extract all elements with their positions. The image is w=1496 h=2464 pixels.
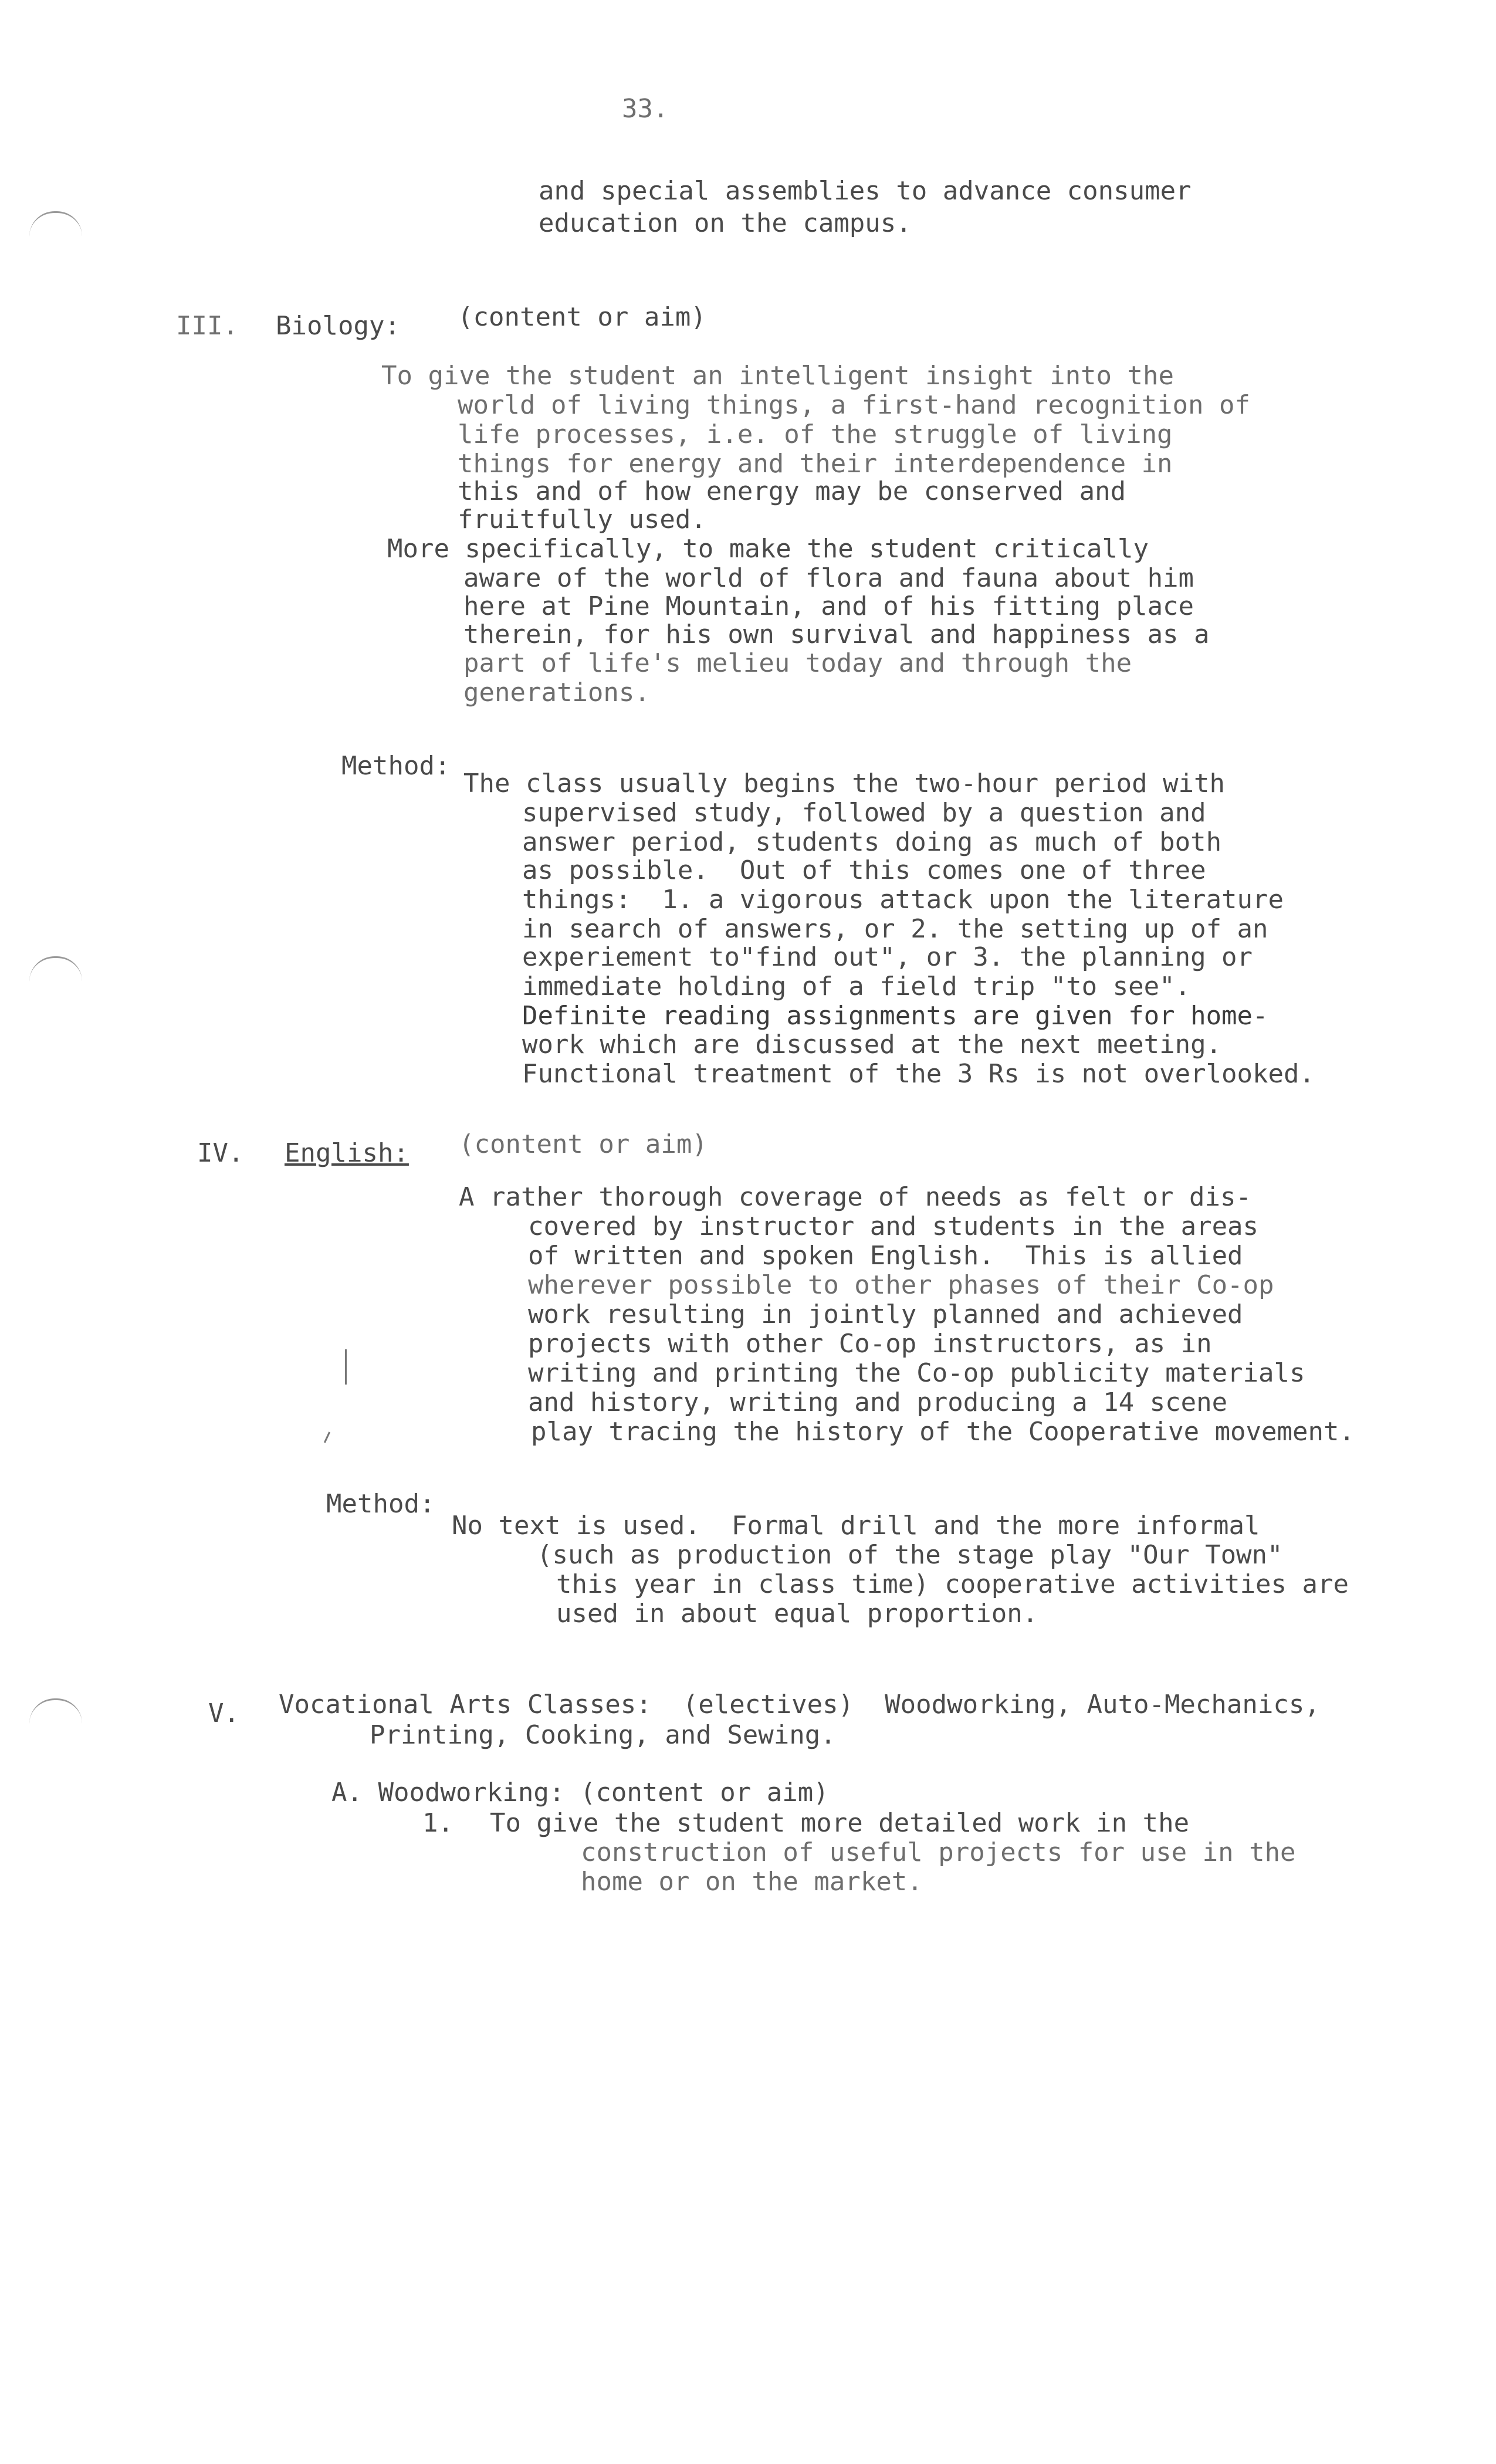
section-title-continued: Printing, Cooking, and Sewing. bbox=[370, 1720, 836, 1750]
paragraph-line: work resulting in jointly planned and achieved bbox=[528, 1299, 1243, 1329]
method-line: answer period, students doing as much of both bbox=[522, 827, 1222, 857]
section-number: III. bbox=[176, 311, 238, 341]
method-line: work which are discussed at the next meeting. bbox=[522, 1030, 1222, 1060]
list-item-line: home or on the market. bbox=[581, 1867, 923, 1897]
section-subtitle: (content or aim) bbox=[459, 1129, 708, 1159]
method-line: used in about equal proportion. bbox=[556, 1599, 1038, 1629]
section-subtitle: (content or aim) bbox=[458, 302, 706, 332]
list-item-line: To give the student more detailed work in the bbox=[490, 1808, 1190, 1838]
method-line: No text is used. Formal drill and the more informal bbox=[452, 1511, 1260, 1541]
method-line: immediate holding of a field trip "to see". bbox=[522, 972, 1191, 1001]
paragraph-line: covered by instructor and students in the areas bbox=[528, 1211, 1259, 1241]
paragraph-line: things for energy and their interdependence in bbox=[458, 449, 1173, 479]
paragraph-line: To give the student an intelligent insight into the bbox=[381, 361, 1175, 391]
list-item-number: 1. bbox=[422, 1808, 453, 1838]
section-number: IV. bbox=[197, 1138, 244, 1168]
method-line: (such as production of the stage play "Our Town" bbox=[537, 1540, 1283, 1570]
paragraph-line: play tracing the history of the Cooperative movement. bbox=[531, 1417, 1355, 1447]
method-line: Definite reading assignments are given for home- bbox=[522, 1001, 1268, 1031]
punch-hole-mark-middle bbox=[29, 956, 82, 981]
paragraph-line: world of living things, a first-hand recognition of bbox=[458, 390, 1251, 420]
paragraph-line: More specifically, to make the student critically bbox=[387, 534, 1149, 564]
paragraph-line: this and of how energy may be conserved and bbox=[458, 476, 1126, 506]
page-number: 33. bbox=[622, 94, 669, 124]
margin-pen-mark bbox=[345, 1349, 347, 1385]
paragraph-line: generations. bbox=[463, 678, 650, 708]
paragraph-line: life processes, i.e. of the struggle of living bbox=[458, 419, 1173, 449]
section-title: Biology: bbox=[276, 311, 400, 341]
paragraph-line: projects with other Co-op instructors, as in bbox=[528, 1329, 1212, 1359]
paragraph-line: therein, for his own survival and happiness as a bbox=[463, 620, 1210, 649]
intro-line: and special assemblies to advance consumer bbox=[539, 176, 1192, 206]
paragraph-line: wherever possible to other phases of their Co-op bbox=[528, 1270, 1274, 1300]
method-label: Method: bbox=[326, 1489, 435, 1519]
method-label: Method: bbox=[341, 751, 451, 781]
method-line: The class usually begins the two-hour period with bbox=[463, 769, 1226, 798]
paragraph-line: writing and printing the Co-op publicity materials bbox=[528, 1358, 1305, 1388]
punch-hole-mark-top bbox=[29, 211, 82, 236]
paragraph-line: of written and spoken English. This is allied bbox=[528, 1241, 1243, 1271]
method-line: things: 1. a vigorous attack upon the literature bbox=[522, 885, 1284, 915]
sub-heading: A. Woodworking: (content or aim) bbox=[331, 1778, 829, 1808]
paragraph-line: part of life's melieu today and through the bbox=[463, 648, 1132, 678]
method-line: in search of answers, or 2. the setting up of an bbox=[522, 914, 1268, 944]
method-line: as possible. Out of this comes one of three bbox=[522, 855, 1206, 885]
section-title: English: bbox=[285, 1138, 409, 1168]
method-line: experiement to"find out", or 3. the planning or bbox=[522, 942, 1253, 972]
punch-hole-mark-bottom bbox=[29, 1698, 82, 1724]
section-number: V. bbox=[208, 1698, 239, 1728]
paragraph-line: fruitfully used. bbox=[458, 505, 706, 534]
paragraph-line: and history, writing and producing a 14 scene bbox=[528, 1387, 1228, 1417]
intro-line: education on the campus. bbox=[539, 208, 912, 238]
paragraph-line: here at Pine Mountain, and of his fitting place bbox=[463, 591, 1194, 621]
list-item-line: construction of useful projects for use in the bbox=[581, 1837, 1296, 1867]
section-title: Vocational Arts Classes: (electives) Woodworking, Auto-Mechanics, bbox=[279, 1690, 1320, 1720]
margin-pen-tick bbox=[324, 1431, 330, 1443]
paragraph-line: aware of the world of flora and fauna about him bbox=[463, 563, 1194, 593]
method-line: this year in class time) cooperative activities are bbox=[556, 1569, 1349, 1599]
method-line: Functional treatment of the 3 Rs is not overlooked. bbox=[522, 1059, 1315, 1089]
method-line: supervised study, followed by a question and bbox=[522, 798, 1206, 828]
paragraph-line: A rather thorough coverage of needs as felt or dis- bbox=[459, 1182, 1252, 1212]
